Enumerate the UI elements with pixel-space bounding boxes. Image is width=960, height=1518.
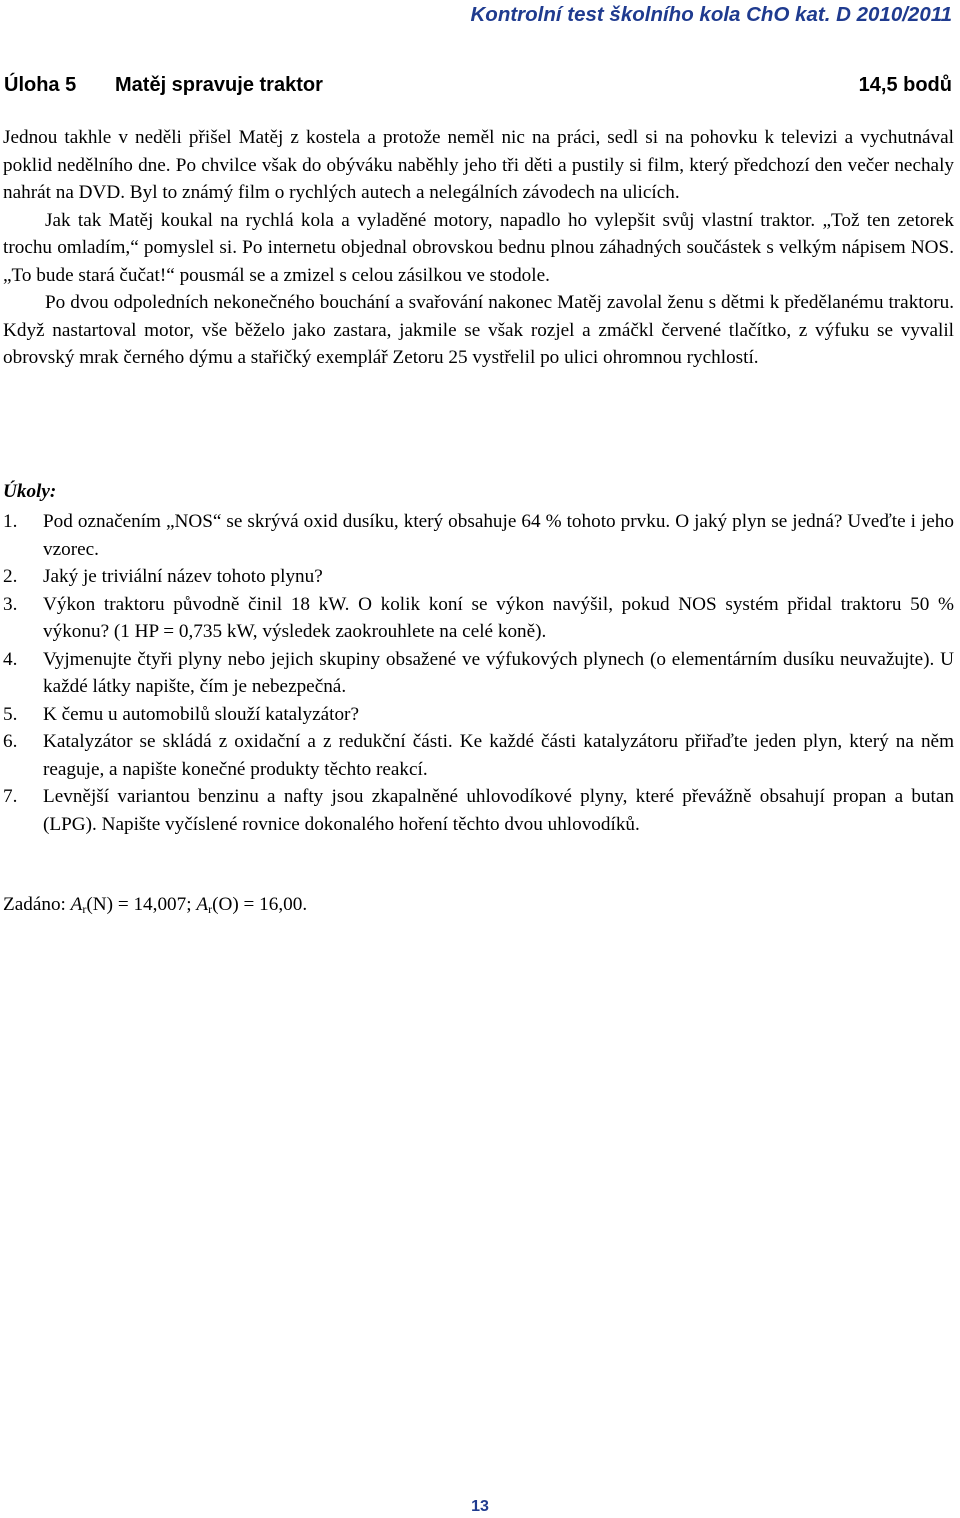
task-item xyxy=(3,728,954,783)
task-item-number: 7. xyxy=(3,786,18,807)
page-number: 13 xyxy=(471,1498,489,1515)
task-header xyxy=(4,74,952,102)
atomic-mass-symbol: A xyxy=(196,894,209,915)
atomic-mass-subscript: r xyxy=(208,902,213,916)
task-item-number: 4. xyxy=(3,648,18,670)
story-paragraph: Jednou takhle v neděli přišel Matěj z kostela a protože neměl nic na práci, sedl si na pohovku k televizi a vychutnával poklid nedělního dne. Po chvilce však do obýváku naběhly jeho tři děti a pustily si film, který předchozí den večer nechaly nahrát na DVD. Byl to známý film o rychlých autech a nelegálních závodech na ulicích. xyxy=(3,127,954,203)
task-item-number: 1. xyxy=(3,511,18,532)
atomic-mass-symbol: A xyxy=(70,894,83,915)
nitrogen-mass: (N) = 14,007; xyxy=(86,894,192,915)
story-paragraph: Jak tak Matěj koukal na rychlá kola a vyladěné motory, napadlo ho vylepšit svůj vlastní traktor. „Tož ten zetorek trochu omladím,“ pomyslel si. Po internetu objednal obrovskou bednu plnou záhadných součástek s velkým nápisem NOS. „To bude stará čučat!“ pousmál se a zmizel s celou zásilkou ve stodole. xyxy=(3,209,954,286)
task-item-text: Katalyzátor se skládá z oxidační a z redukční části. Ke každé části katalyzátoru přiřaďte jeden plyn, který na něm reaguje, a napište konečné produkty těchto reakcí. xyxy=(43,731,954,780)
task-item xyxy=(3,591,954,646)
tasks-heading: Úkoly: xyxy=(3,481,57,502)
task-item-number: 3. xyxy=(3,593,18,615)
story-text xyxy=(3,124,954,372)
task-item-number: 2. xyxy=(3,566,18,587)
task-item-text: Jaký je triviální název tohoto plynu? xyxy=(43,566,323,587)
story-paragraph: Po dvou odpoledních nekonečného bouchání a svařování nakonec Matěj zavolal ženu s dětmi k předělanému traktoru. Když nastartoval motor, vše běželo jako zastara, jakmile se však rozjel a zmáčkl červené tlačítko, z výfuku se vyvalil obrovský mrak černého dýmu a stařičký exemplář Zetoru 25 vystřelil po ulici ohromnou rychlostí. xyxy=(3,292,954,368)
given-label: Zadáno: xyxy=(3,894,66,915)
task-item xyxy=(3,508,954,563)
task-item-text: Levnější variantou benzinu a nafty jsou zkapalněné uhlovodíkové plyny, které převážně obsahují propan a butan (LPG). Napište vyčíslené rovnice dokonalého hoření těchto dvou uhlovodíků. xyxy=(43,786,954,835)
task-points: 14,5 bodů xyxy=(858,74,952,96)
task-item-number: 6. xyxy=(3,731,18,752)
task-item xyxy=(3,646,954,701)
task-list xyxy=(3,508,954,838)
task-item xyxy=(3,563,954,591)
task-item xyxy=(3,701,954,729)
running-header: Kontrolní test školního kola ChO kat. D 2010/2011 xyxy=(470,3,952,26)
task-item-text: Vyjmenujte čtyři plyny nebo jejich skupiny obsažené ve výfukových plynech (o elementárním dusíku neuvažujte). U každé látky napište, čím je nebezpečná. xyxy=(43,648,954,697)
task-item-text: Pod označením „NOS“ se skrývá oxid dusíku, který obsahuje 64 % tohoto prvku. O jaký plyn se jedná? Uveďte i jeho vzorec. xyxy=(43,511,954,560)
task-item-text: K čemu u automobilů slouží katalyzátor? xyxy=(43,703,359,725)
oxygen-mass: (O) = 16,00. xyxy=(212,894,308,915)
task-title: Matěj spravuje traktor xyxy=(115,74,323,96)
task-item xyxy=(3,783,954,838)
atomic-mass-subscript: r xyxy=(82,902,87,916)
given-values xyxy=(3,891,307,919)
task-item-number: 5. xyxy=(3,703,18,725)
task-item-text: Výkon traktoru původně činil 18 kW. O kolik koní se výkon navýšil, pokud NOS systém přidal traktoru 50 % výkonu? (1 HP = 0,735 kW, výsledek zaokrouhlete na celé koně). xyxy=(43,593,954,642)
task-number: Úloha 5 xyxy=(4,74,77,96)
